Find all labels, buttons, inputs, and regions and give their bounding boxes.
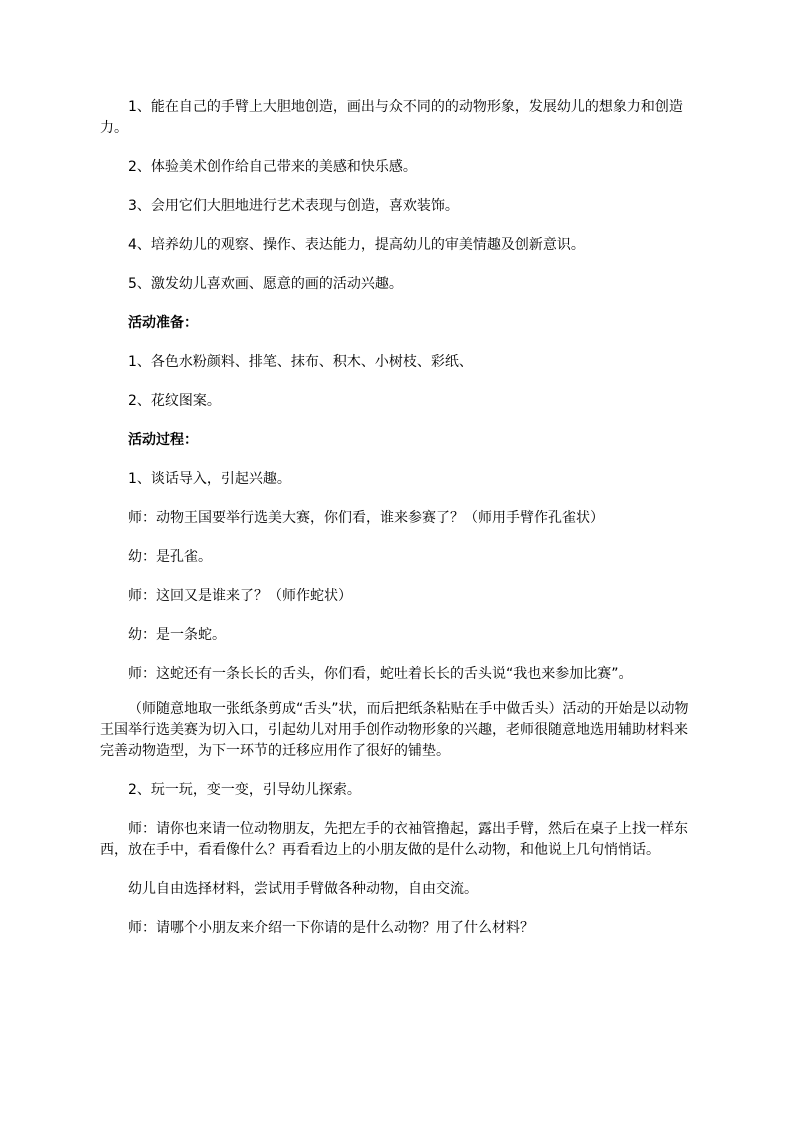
dialogue-line: 幼：是孔雀。 — [128, 549, 212, 565]
document-body — [100, 97, 700, 957]
dialogue-line: 师：请哪个小朋友来介绍一下你请的是什么动物？用了什么材料？ — [128, 920, 534, 936]
dialogue-line: 师：请你也来请一位动物朋友，先把左手的衣袖管撸起，露出手臂，然后在桌子上找一样东西，放在手中，看看像什么？再看看边上的小朋友做的是什么动物，和他说上几句悄悄话。 — [100, 821, 688, 858]
dialogue-line: 师：这回又是谁来了？（师作蛇状） — [128, 588, 352, 604]
preparation-item-2: 2、花纹图案。 — [128, 393, 221, 409]
section-heading-preparation: 活动准备： — [128, 315, 198, 331]
section-heading-process: 活动过程： — [128, 432, 198, 448]
goal-paragraph-2: 2、体验美术创作给自己带来的美感和快乐感。 — [128, 159, 417, 175]
goal-paragraph-4: 4、培养幼儿的观察、操作、表达能力，提高幼儿的审美情趣及创新意识。 — [128, 237, 585, 253]
commentary-paragraph: （师随意地取一张纸条剪成“舌头”状，而后把纸条粘贴在手中做舌头）活动的开始是以动物王国举行选美赛为切入口，引起幼儿对用手创作动物形象的兴趣，老师很随意地选用辅助材料来完善动物造型，为下一环节的迁移应用作了很好的铺垫。 — [100, 701, 689, 759]
goal-paragraph-3: 3、会用它们大胆地进行艺术表现与创造，喜欢装饰。 — [128, 198, 459, 214]
dialogue-line: 幼：是一条蛇。 — [128, 627, 226, 643]
activity-paragraph: 幼儿自由选择材料，尝试用手臂做各种动物，自由交流。 — [128, 881, 478, 897]
goal-paragraph-5: 5、激发幼儿喜欢画、愿意的画的活动兴趣。 — [128, 276, 403, 292]
process-step-2: 2、玩一玩，变一变，引导幼儿探索。 — [128, 782, 361, 798]
goal-paragraph-1: 1、能在自己的手臂上大胆地创造，画出与众不同的的动物形象，发展幼儿的想象力和创造力。 — [100, 99, 683, 136]
preparation-item-1: 1、各色水粉颜料、排笔、抹布、积木、小树枝、彩纸、 — [128, 354, 473, 370]
dialogue-line: 师：动物王国要举行选美大赛，你们看，谁来参赛了？（师用手臂作孔雀状） — [128, 510, 604, 526]
process-step-1: 1、谈话导入，引起兴趣。 — [128, 471, 291, 487]
dialogue-line: 师：这蛇还有一条长长的舌头，你们看，蛇吐着长长的舌头说“我也来参加比赛”。 — [128, 666, 633, 682]
